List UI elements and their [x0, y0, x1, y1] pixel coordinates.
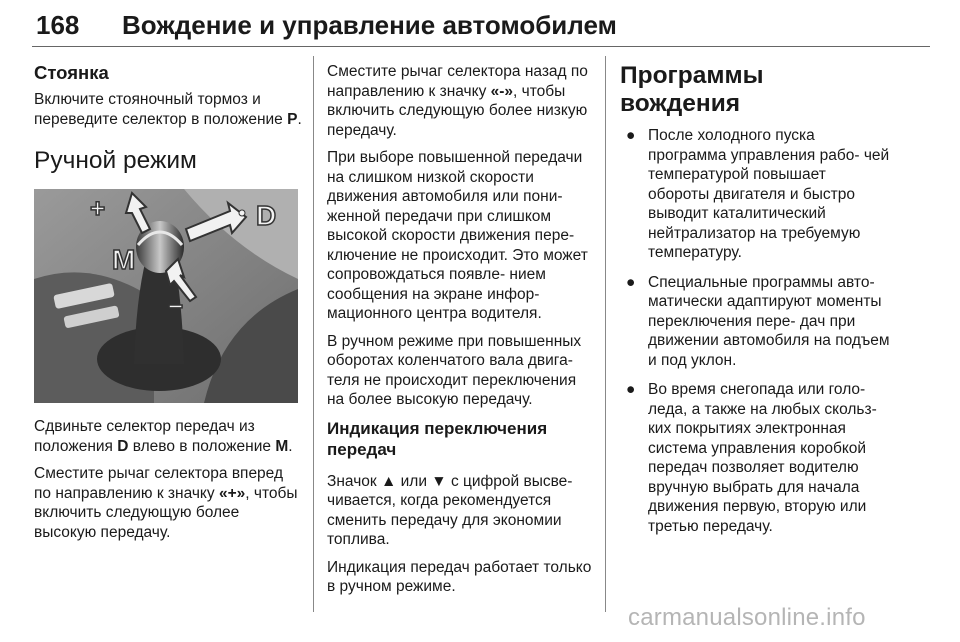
list-item: ● Специальные программы авто- матически адаптируют моменты переключения пере- дач при движении автомобиля на подъем и под уклон. [626, 273, 890, 369]
heading-shift-indication: Индикация переключения передач [327, 418, 548, 459]
manual-paragraph-2: Сместите рычаг селектора вперед по направлению к значку «+», чтобы включить следующую более высокую передачу. [34, 465, 298, 541]
label-plus: + [90, 193, 106, 223]
parking-paragraph: Включите стояночный тормоз и переведите селектор в положение P. [34, 91, 302, 128]
label-d: D [256, 200, 277, 231]
label-minus: − [168, 291, 184, 321]
middle-paragraph-3: В ручном режиме при повышенных оборотах коленчатого вала двига- теля не происходит переключения на более высокую передачу. [327, 332, 582, 408]
gear-selector-figure [34, 189, 298, 403]
column-divider-1 [313, 56, 314, 612]
label-m: M [112, 244, 136, 275]
manual-paragraph-1: Сдвиньте селектор передач из положения D влево в положение M. [34, 418, 293, 455]
programs-list [620, 126, 890, 536]
list-item: ● Во время снегопада или голо- леда, а также на любых скольз- ких покрытиях электронная система управления коробкой передач позволяет водителю вручную выбрать для начала движения первую, вторую или третью передачу. [626, 381, 877, 535]
gear-selector-illustration [34, 189, 298, 403]
column-divider-2 [605, 56, 606, 612]
right-column [620, 62, 890, 546]
left-column [34, 62, 304, 550]
bullet-icon: ● [626, 127, 636, 144]
list-item: ● После холодного пуска программа управления рабо- чей температурой повышает обороты двигателя и быстро выводит каталитический нейтрализатор на требуемую температуру. [626, 127, 890, 261]
middle-paragraph-1: Сместите рычаг селектора назад по направлению к значку «-», чтобы включить следующую более низкую передачу. [327, 63, 588, 139]
watermark: carmanualsonline.info [628, 604, 866, 631]
page-number: 168 [36, 10, 80, 40]
middle-paragraph-2: При выборе повышенной передачи на слишком низкой скорости движения автомобиля или пони- женной передачи при слишком высокой скорости движения пере- ключение не происходит. Это может сопровождаться появле- нием сообщения на экране инфор- мационного центра водителя. [327, 149, 588, 322]
bullet-icon: ● [626, 273, 636, 291]
header-rule [32, 46, 930, 47]
middle-column [327, 62, 595, 605]
middle-paragraph-4: Значок ▲ или ▼ с цифрой высве- чивается, когда рекомендуется сменить передачу для экономии топлива. [327, 472, 573, 548]
heading-manual-mode: Ручной режим [34, 147, 197, 174]
page-header [32, 6, 928, 46]
heading-parking: Стоянка [34, 62, 109, 83]
heading-driving-programs: Программы вождения [620, 62, 764, 117]
middle-paragraph-5: Индикация передач работает только в ручном режиме. [327, 558, 592, 595]
bullet-icon: ● [626, 381, 636, 398]
page-title: Вождение и управление автомобилем [122, 10, 617, 40]
